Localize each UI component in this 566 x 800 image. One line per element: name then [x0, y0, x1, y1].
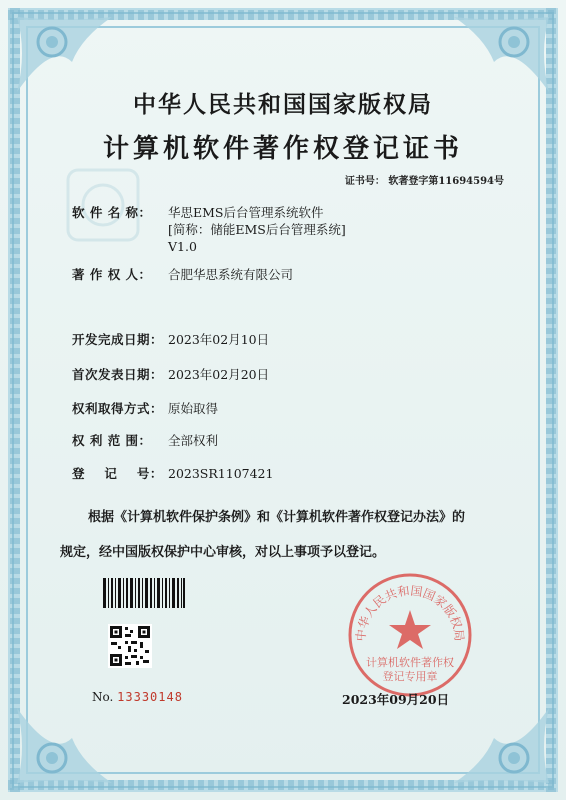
field-label: 权 利 范 围：	[72, 433, 152, 448]
field-value	[168, 204, 346, 255]
statement-line-1: 根据《计算机软件保护条例》和《计算机软件著作权登记办法》的	[88, 510, 466, 525]
serial-number-label: No.	[92, 690, 114, 704]
field-value: 2023SR1107421	[168, 466, 274, 481]
seal-line-2: 登记专用章	[382, 670, 438, 683]
field-rights-scope	[72, 432, 218, 449]
qr-code-icon	[108, 624, 152, 668]
corner-ornament-icon	[12, 698, 122, 788]
field-value: 原始取得	[168, 401, 219, 416]
field-label: 首次发表日期：	[72, 367, 164, 382]
field-value: 2023年02月20日	[168, 367, 270, 382]
field-label: 著 作 权 人：	[72, 267, 152, 282]
software-short-name-line: [简称：储能EMS后台管理系统]	[168, 222, 346, 237]
field-value: 合肥华思系统有限公司	[168, 267, 294, 282]
field-acquisition-method	[72, 400, 218, 417]
field-label: 权利取得方式：	[72, 401, 164, 416]
field-software-name	[72, 204, 346, 255]
serial-number	[92, 690, 183, 704]
field-label: 开发完成日期：	[72, 332, 164, 347]
field-publish-date	[72, 366, 269, 383]
fret-border-left	[10, 8, 20, 792]
cert-no-value: 软著登字第11694594号	[388, 176, 504, 187]
issue-date: 2023年09月20日	[342, 692, 450, 707]
certificate-number	[345, 172, 504, 187]
field-label: 登 记 号：	[72, 466, 163, 481]
statement-line-2: 规定，经中国版权保护中心审核，对以上事项予以登记。	[60, 545, 386, 560]
issuer-title: 中华人民共和国国家版权局	[133, 91, 433, 118]
field-copyright-owner	[72, 266, 293, 283]
field-label: 软 件 名 称：	[72, 205, 152, 220]
cert-no-label: 证书号：	[344, 176, 385, 187]
field-value: 全部权利	[168, 433, 219, 448]
official-seal-icon	[345, 570, 475, 700]
field-development-date	[72, 331, 269, 348]
field-registration-number	[72, 465, 273, 482]
barcode-icon	[103, 578, 185, 608]
certificate-title: 计算机软件著作权登记证书	[102, 134, 463, 164]
software-name-line: 华思EMS后台管理系统软件	[168, 205, 324, 220]
software-version-line: V1.0	[168, 239, 197, 254]
serial-number-value: 13330148	[117, 690, 183, 704]
field-value: 2023年02月10日	[168, 332, 270, 347]
fret-border-right	[546, 8, 556, 792]
seal-arc-text: 中华人民共和国国家版权局	[353, 583, 467, 642]
corner-ornament-icon	[444, 698, 554, 788]
seal-line-1: 计算机软件著作权	[366, 656, 454, 669]
